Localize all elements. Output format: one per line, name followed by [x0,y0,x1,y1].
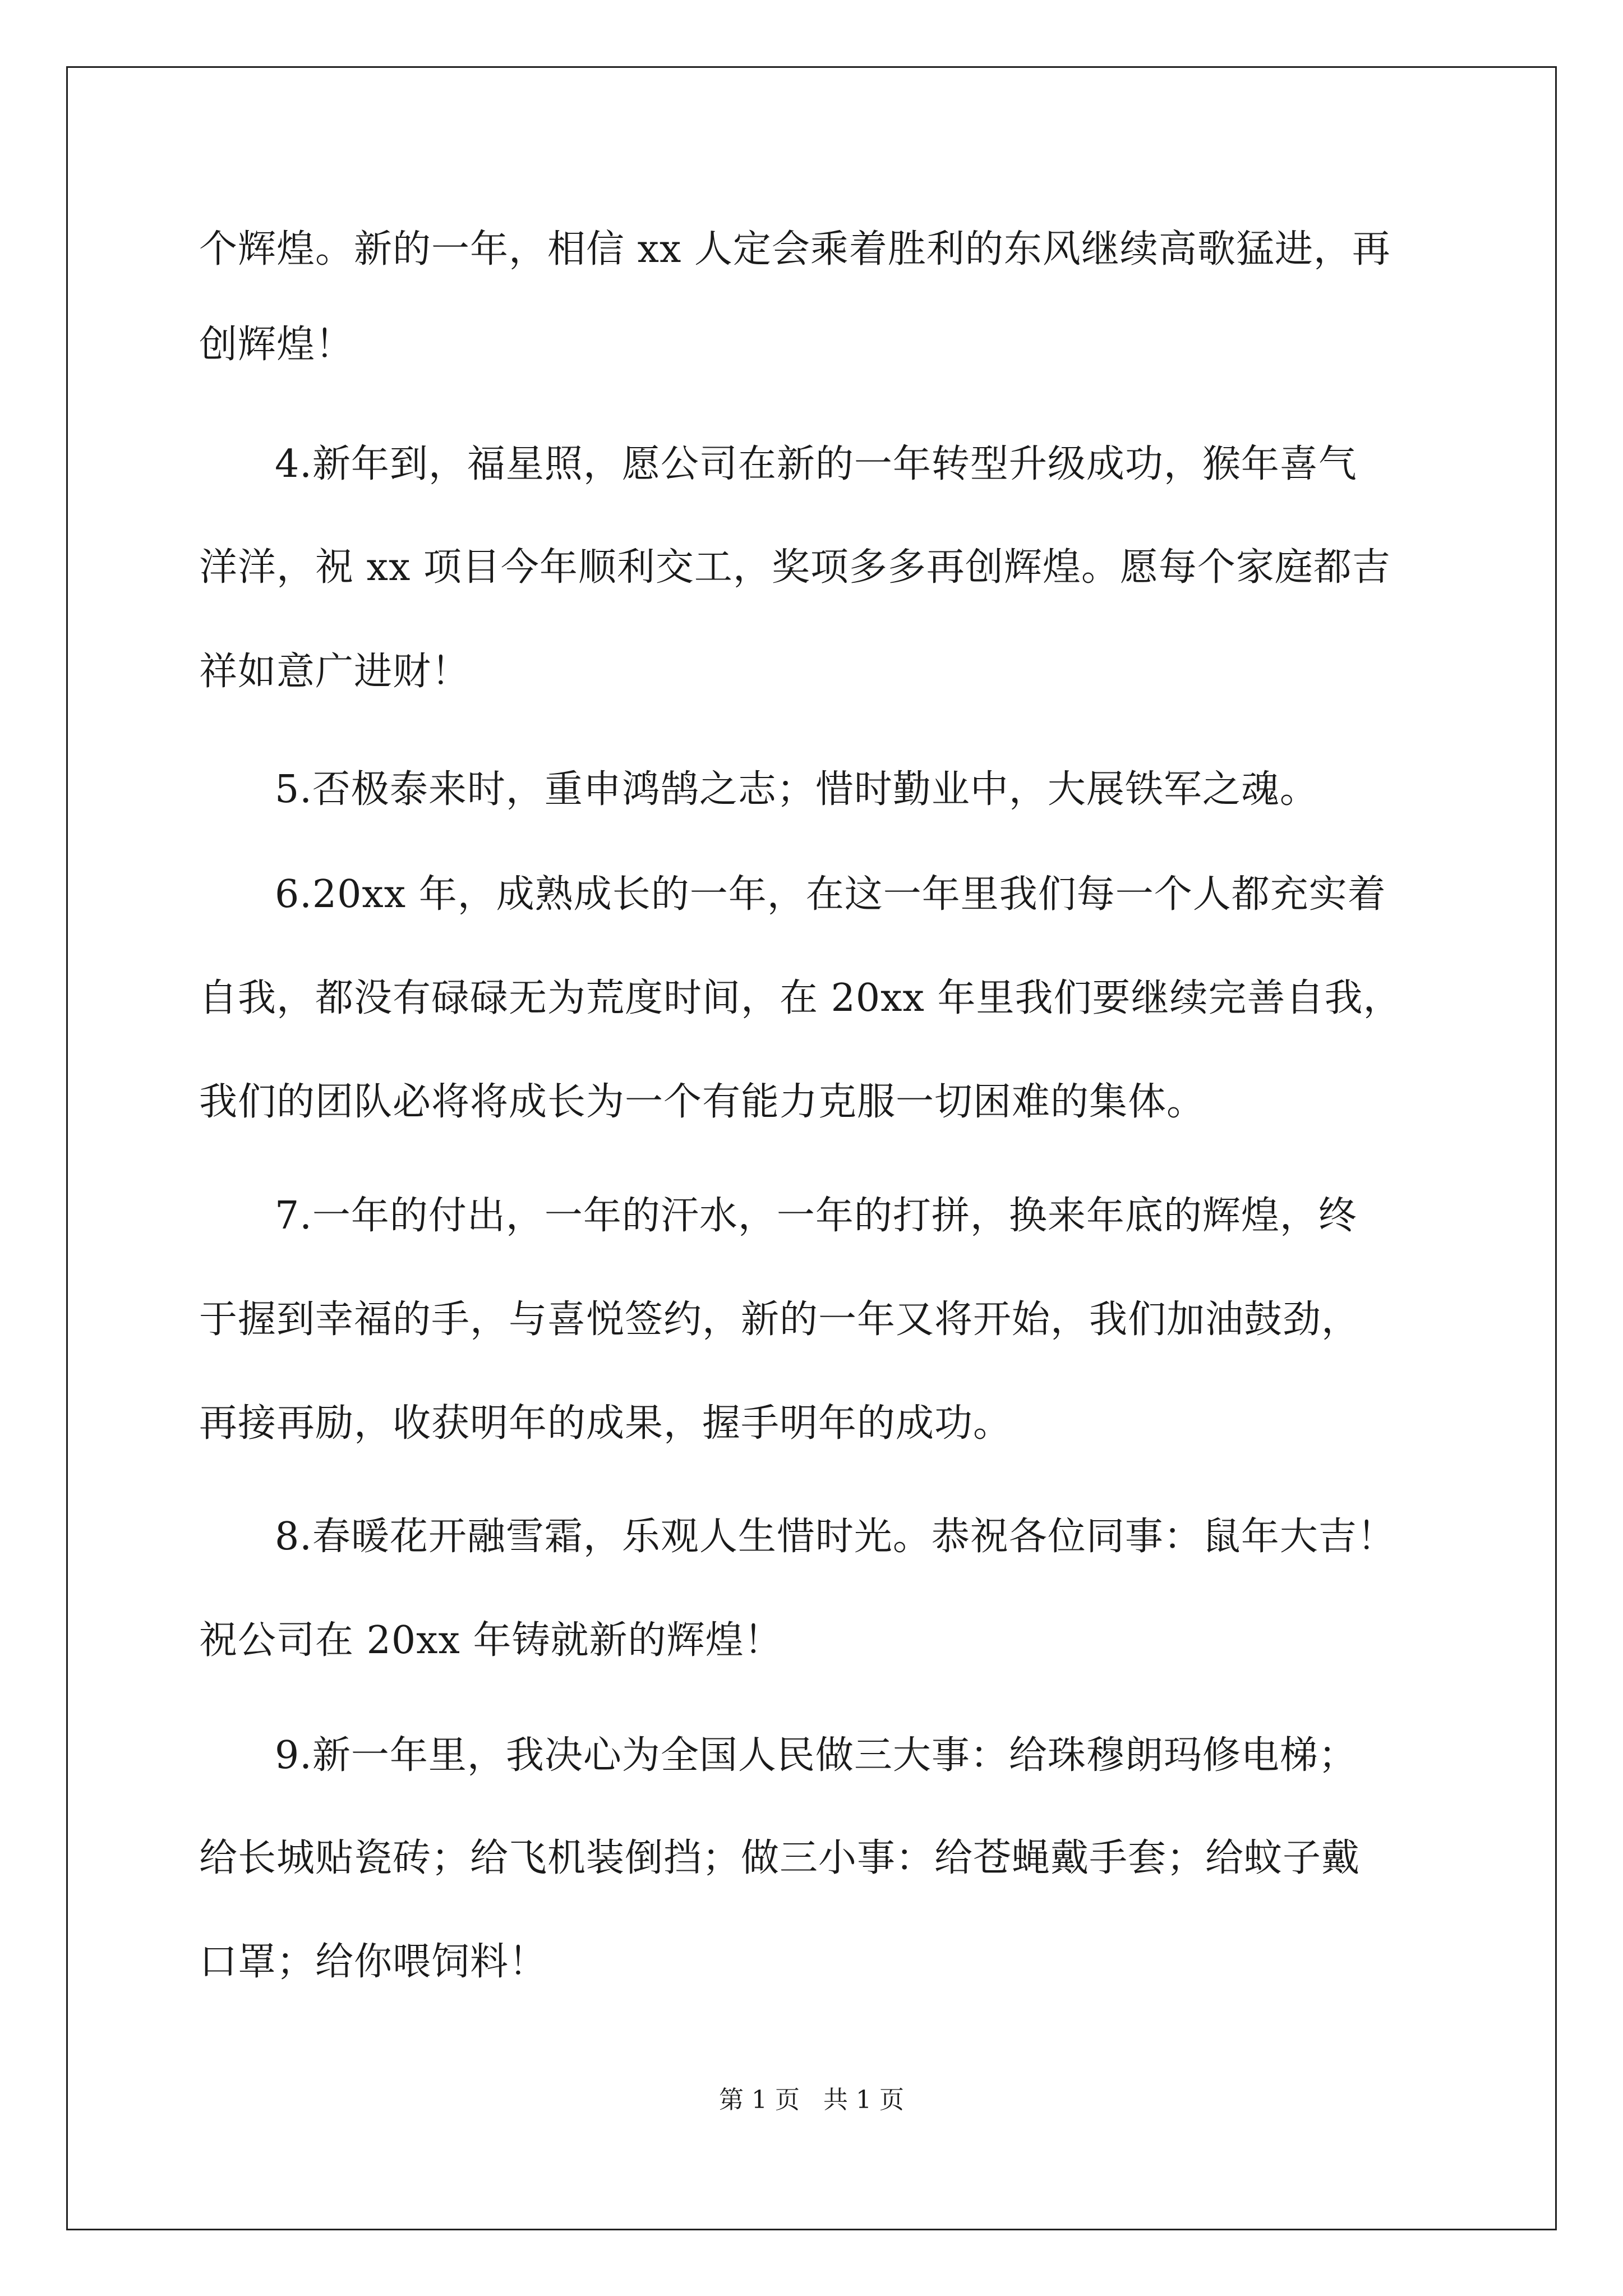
text-line-15: 9.新一年里，我决心为全国人民做三大事：给珠穆朗玛修电梯； [275,1733,1357,1778]
text-line-13: 8.春暖花开融雪霜，乐观人生惜时光。恭祝各位同事：鼠年大吉！ [275,1515,1396,1559]
text-line-12: 再接再励，收获明年的成果，握手明年的成功。 [199,1401,1012,1446]
page-number-footer: 第 1 页 共 1 页 [719,2086,904,2114]
text-line-10: 7.一年的付出，一年的汗水，一年的打拼，换来年底的辉煌，终 [275,1194,1357,1238]
text-line-8: 自我，都没有碌碌无为荒度时间，在 20xx 年里我们要继续完善自我， [199,976,1402,1020]
text-line-5: 祥如意广进财！ [199,650,471,694]
text-line-1: 个辉煌。新的一年，相信 xx 人定会乘着胜利的东风继续高歌猛进，再 [199,227,1391,272]
text-line-2: 创辉煌！ [199,323,354,367]
text-line-9: 我们的团队必将将成长为一个有能力克服一切困难的集体。 [199,1080,1206,1124]
text-line-14: 祝公司在 20xx 年铸就新的辉煌！ [199,1618,783,1663]
text-line-11: 于握到幸福的手，与喜悦签约，新的一年又将开始，我们加油鼓劲， [199,1297,1361,1342]
page-border [66,66,1557,2230]
text-line-17: 口罩；给你喂饲料！ [199,1940,548,1984]
text-line-3: 4.新年到，福星照，愿公司在新的一年转型升级成功，猴年喜气 [275,442,1357,486]
text-line-4: 洋洋，祝 xx 项目今年顺利交工，奖项多多再创辉煌。愿每个家庭都吉 [199,545,1391,590]
text-line-6: 5.否极泰来时，重申鸿鹄之志；惜时勤业中，大展铁军之魂。 [275,767,1318,812]
text-line-16: 给长城贴瓷砖；给飞机装倒挡；做三小事：给苍蝇戴手套；给蚊子戴 [199,1836,1361,1880]
text-line-7: 6.20xx 年，成熟成长的一年，在这一年里我们每一个人都充实着 [275,872,1386,917]
